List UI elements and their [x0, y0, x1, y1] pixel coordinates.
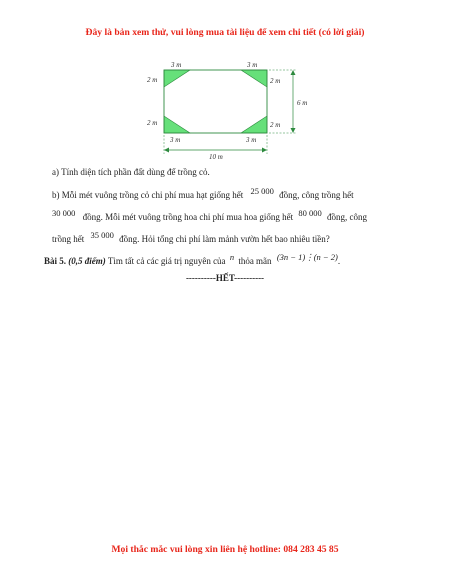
question-b-text-2: đồng, công trồng hết — [279, 190, 354, 200]
question-a: a) Tính diện tích phần đất dùng để trồng cỏ. — [52, 167, 210, 177]
question-b-line-3 — [52, 230, 330, 244]
bai-5-var: n — [229, 252, 235, 262]
grass-triangle-bottom-right — [241, 116, 267, 133]
bai-5-points: (0,5 điểm) — [68, 256, 106, 266]
bai-5-text: Tìm tất cả các giá trị nguyên của — [107, 256, 226, 266]
label-height-total: 6 m — [297, 99, 308, 107]
preview-notice: Đây là bản xem thử, vui lòng mua tài liệu để xem chi tiết (có lời giải) — [85, 27, 365, 38]
label-left-top: 2 m — [147, 76, 158, 84]
flower-seed-value: 80 000 — [298, 208, 322, 218]
label-right-bottom: 2 m — [270, 121, 281, 129]
question-b-text-6: đồng. Hỏi tổng chi phí làm mảnh vườn hết bao nhiêu tiền? — [119, 234, 330, 244]
bai-5 — [44, 252, 341, 267]
seed-cost-value: 25 000 — [250, 186, 274, 196]
label-left-bottom: 2 m — [147, 119, 158, 127]
label-top-right: 3 m — [247, 61, 258, 69]
question-b-line-1 — [52, 186, 354, 200]
question-b-text-3: đồng. Mỗi mét vuông trồng hoa chi phí mua hoa giống hết — [82, 212, 294, 222]
label-right-top: 2 m — [270, 77, 281, 85]
end-mark: ----------HẾT---------- — [185, 273, 265, 283]
footer-hotline: Mọi thắc mắc vui lòng xin liên hệ hotline: 084 283 45 85 — [111, 544, 339, 555]
label-top-left: 3 m — [171, 61, 182, 69]
bai-5-expression: (3n − 1)⋮(n − 2) — [276, 252, 338, 262]
label-bottom-right: 3 m — [246, 136, 257, 144]
garden-rectangle — [164, 70, 267, 133]
bai-5-title: Bài 5. — [44, 256, 67, 266]
question-b-line-2 — [52, 208, 367, 222]
grass-triangle-top-right — [241, 70, 267, 87]
grass-labor-value: 30 000 — [52, 208, 76, 218]
label-bottom-left: 3 m — [170, 136, 181, 144]
garden-figure — [130, 58, 320, 162]
grass-triangle-top-left — [164, 70, 190, 87]
grass-triangle-bottom-left — [164, 116, 190, 133]
label-width-total: 10 m — [209, 153, 223, 161]
question-b-text-5: trồng hết — [52, 234, 85, 244]
flower-labor-value: 35 000 — [90, 230, 114, 240]
question-b-text-1: b) Mỗi mét vuông trồng cỏ chi phí mua hạt giống hết — [52, 190, 244, 200]
bai-5-end: . — [337, 256, 341, 266]
bai-5-text-2: thỏa mãn — [238, 256, 272, 266]
question-b-text-4: đồng, công — [326, 212, 367, 222]
